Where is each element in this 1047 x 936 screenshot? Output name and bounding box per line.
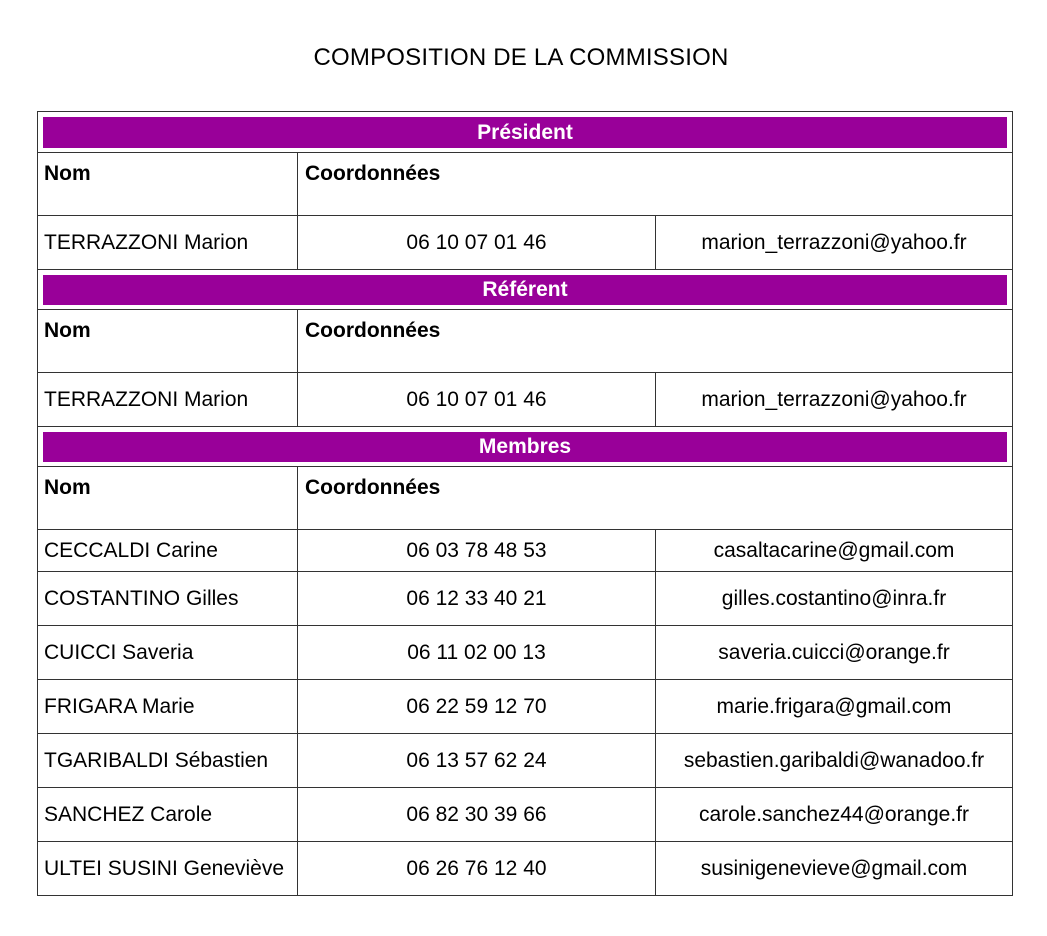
member-email: carole.sanchez44@orange.fr (699, 802, 969, 826)
member-email: marion_terrazzoni@yahoo.fr (701, 387, 967, 411)
member-email: saveria.cuicci@orange.fr (718, 640, 950, 664)
header-contact: Coordonnées (305, 476, 441, 499)
member-phone: 06 13 57 62 24 (298, 734, 656, 787)
member-name: TERRAZZONI Marion (38, 373, 298, 426)
table-row (38, 529, 1012, 571)
member-email: gilles.costantino@inra.fr (721, 586, 947, 610)
page-title: COMPOSITION DE LA COMMISSION (313, 44, 729, 71)
member-name: CECCALDI Carine (38, 530, 298, 571)
member-phone: 06 11 02 00 13 (298, 626, 656, 679)
member-phone: 06 12 33 40 21 (298, 572, 656, 625)
member-email: marion_terrazzoni@yahoo.fr (701, 230, 967, 254)
member-name: SANCHEZ Carole (38, 788, 298, 841)
member-email: susinigenevieve@gmail.com (700, 856, 968, 880)
header-name: Nom (38, 467, 298, 529)
member-name: TGARIBALDI Sébastien (38, 734, 298, 787)
member-email: marie.frigara@gmail.com (716, 694, 952, 718)
table-row (38, 625, 1012, 679)
table-row (38, 787, 1012, 841)
member-email: casaltacarine@gmail.com (713, 538, 955, 562)
header-name: Nom (38, 310, 298, 372)
section-header: Membres (43, 432, 1007, 462)
table-row (38, 372, 1012, 426)
section-header: Référent (43, 275, 1007, 305)
section-header: Président (43, 117, 1007, 148)
section-membres-row (38, 426, 1012, 466)
column-header-row (38, 466, 1012, 529)
column-header-row (38, 309, 1012, 372)
member-phone: 06 26 76 12 40 (298, 842, 656, 895)
member-phone: 06 10 07 01 46 (298, 216, 656, 269)
member-name: ULTEI SUSINI Geneviève (38, 842, 298, 895)
table-row (38, 841, 1012, 895)
table-row (38, 571, 1012, 625)
member-name: TERRAZZONI Marion (38, 216, 298, 269)
member-name: COSTANTINO Gilles (38, 572, 298, 625)
section-president-row (38, 112, 1012, 152)
member-phone: 06 22 59 12 70 (298, 680, 656, 733)
header-name: Nom (38, 153, 298, 215)
member-name: CUICCI Saveria (38, 626, 298, 679)
member-phone: 06 82 30 39 66 (298, 788, 656, 841)
member-email: sebastien.garibaldi@wanadoo.fr (683, 748, 985, 772)
member-name: FRIGARA Marie (38, 680, 298, 733)
section-referent-row (38, 269, 1012, 309)
table-row (38, 733, 1012, 787)
commission-table (37, 111, 1013, 896)
column-header-row (38, 152, 1012, 215)
header-contact: Coordonnées (305, 319, 441, 342)
table-row (38, 679, 1012, 733)
header-contact: Coordonnées (305, 162, 441, 185)
member-phone: 06 10 07 01 46 (298, 373, 656, 426)
table-row (38, 215, 1012, 269)
member-phone: 06 03 78 48 53 (298, 530, 656, 571)
